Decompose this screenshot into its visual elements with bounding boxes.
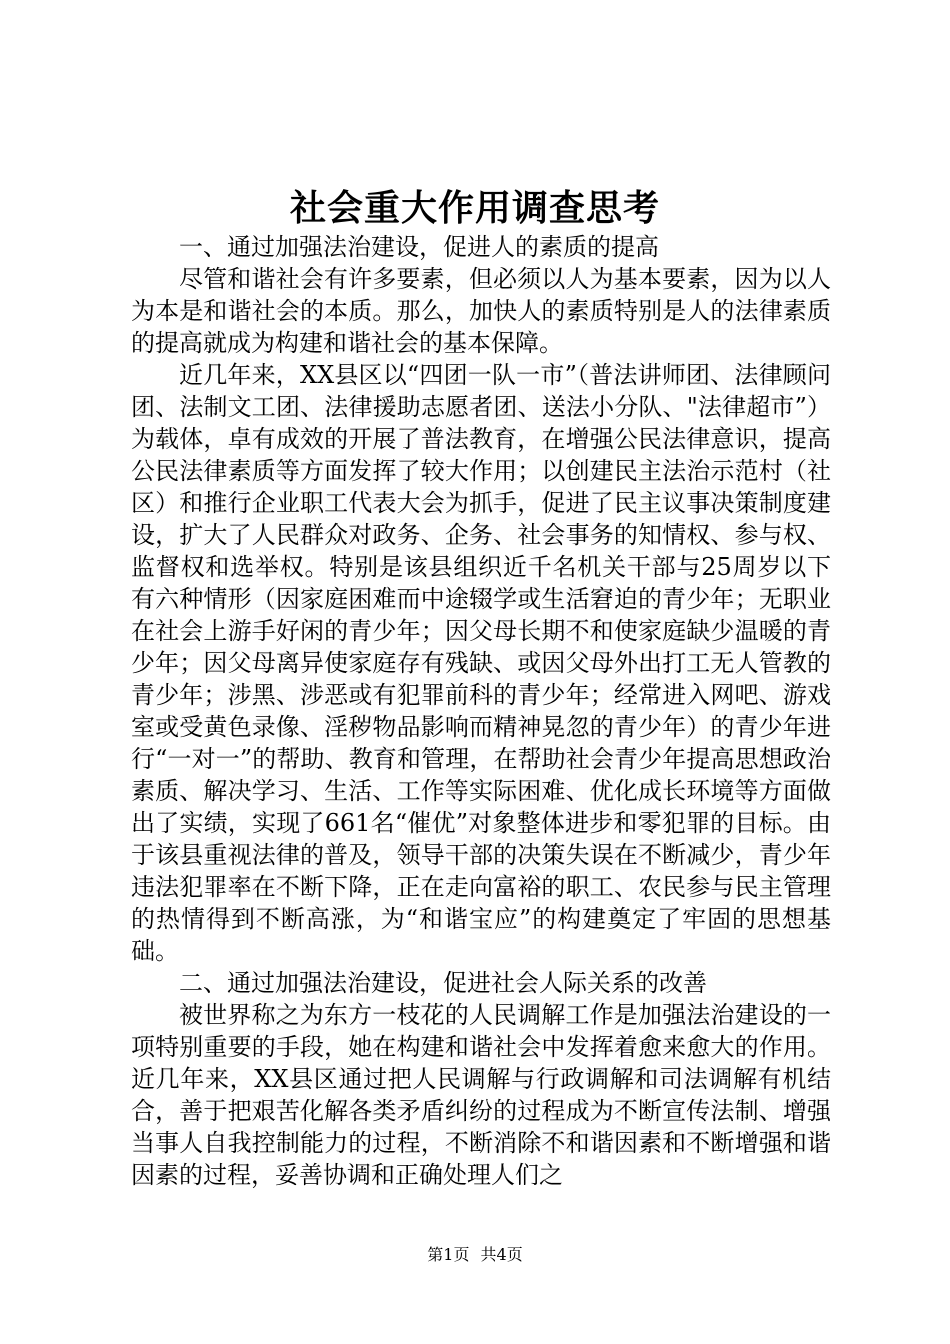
paragraph: 被世界称之为东方一枝花的人民调解工作是加强法治建设的一项特别重要的手段，她在构建和谐社会中发挥着愈来愈大的作用。近几年来，XX县区通过把人民调解与行政调解和司法调解有机结合，善于把艰苦化解各类矛盾纠纷的过程成为不断宣传法制、增强当事人自我控制能力的过程，不断消除不和谐因素和不断增强和谐因素的过程，妥善协调和正确处理人们之: [131, 1001, 831, 1189]
section-heading-1: 一、通过加强法治建设，促进人的素质的提高: [179, 233, 659, 261]
document-title: 社会重大作用调查思考: [289, 187, 660, 229]
page-number-footer: 第1页 共4页: [427, 1245, 523, 1264]
section-heading-2: 二、通过加强法治建设，促进社会人际关系的改善: [179, 969, 707, 997]
paragraph: 近几年来，XX县区以“四团一队一市”（普法讲师团、法律顾问团、法制文工团、法律援助志愿者团、送法小分队、"法律超市”）为载体，卓有成效的开展了普法教育，在增强公民法律意识，提高公民法律素质等方面发挥了较大作用；以创建民主法治示范村（社区）和推行企业职工代表大会为抓手，促进了民主议事决策制度建设，扩大了人民群众对政务、企务、社会事务的知情权、参与权、监督权和选举权。特别是该县组织近千名机关干部与25周岁以下有六种情形（因家庭困难而中途辍学或生活窘迫的青少年；无职业在社会上游手好闲的青少年；因父母长期不和使家庭缺少温暖的青少年；因父母离异使家庭存有残缺、或因父母外出打工无人管教的青少年；涉黑、涉恶或有犯罪前科的青少年；经常进入网吧、游戏室或受黄色录像、淫秽物品影响而精神晃忽的青少年）的青少年进行“一对一”的帮助、教育和管理，在帮助社会青少年提高思想政治素质、解决学习、生活、工作等实际困难、优化成长环境等方面做出了实绩，实现了661名“催优”对象整体进步和零犯罪的目标。由于该县重视法律的普及，领导干部的决策失误在不断减少，青少年违法犯罪率在不断下降，正在走向富裕的职工、农民参与民主管理的热情得到不断高涨，为“和谐宝应”的构建奠定了牢固的思想基础。: [131, 361, 831, 965]
paragraph: 尽管和谐社会有许多要素，但必须以人为基本要素，因为以人为本是和谐社会的本质。那么，加快人的素质特别是人的法律素质的提高就成为构建和谐社会的基本保障。: [131, 265, 831, 357]
document-body: [131, 231, 831, 1191]
